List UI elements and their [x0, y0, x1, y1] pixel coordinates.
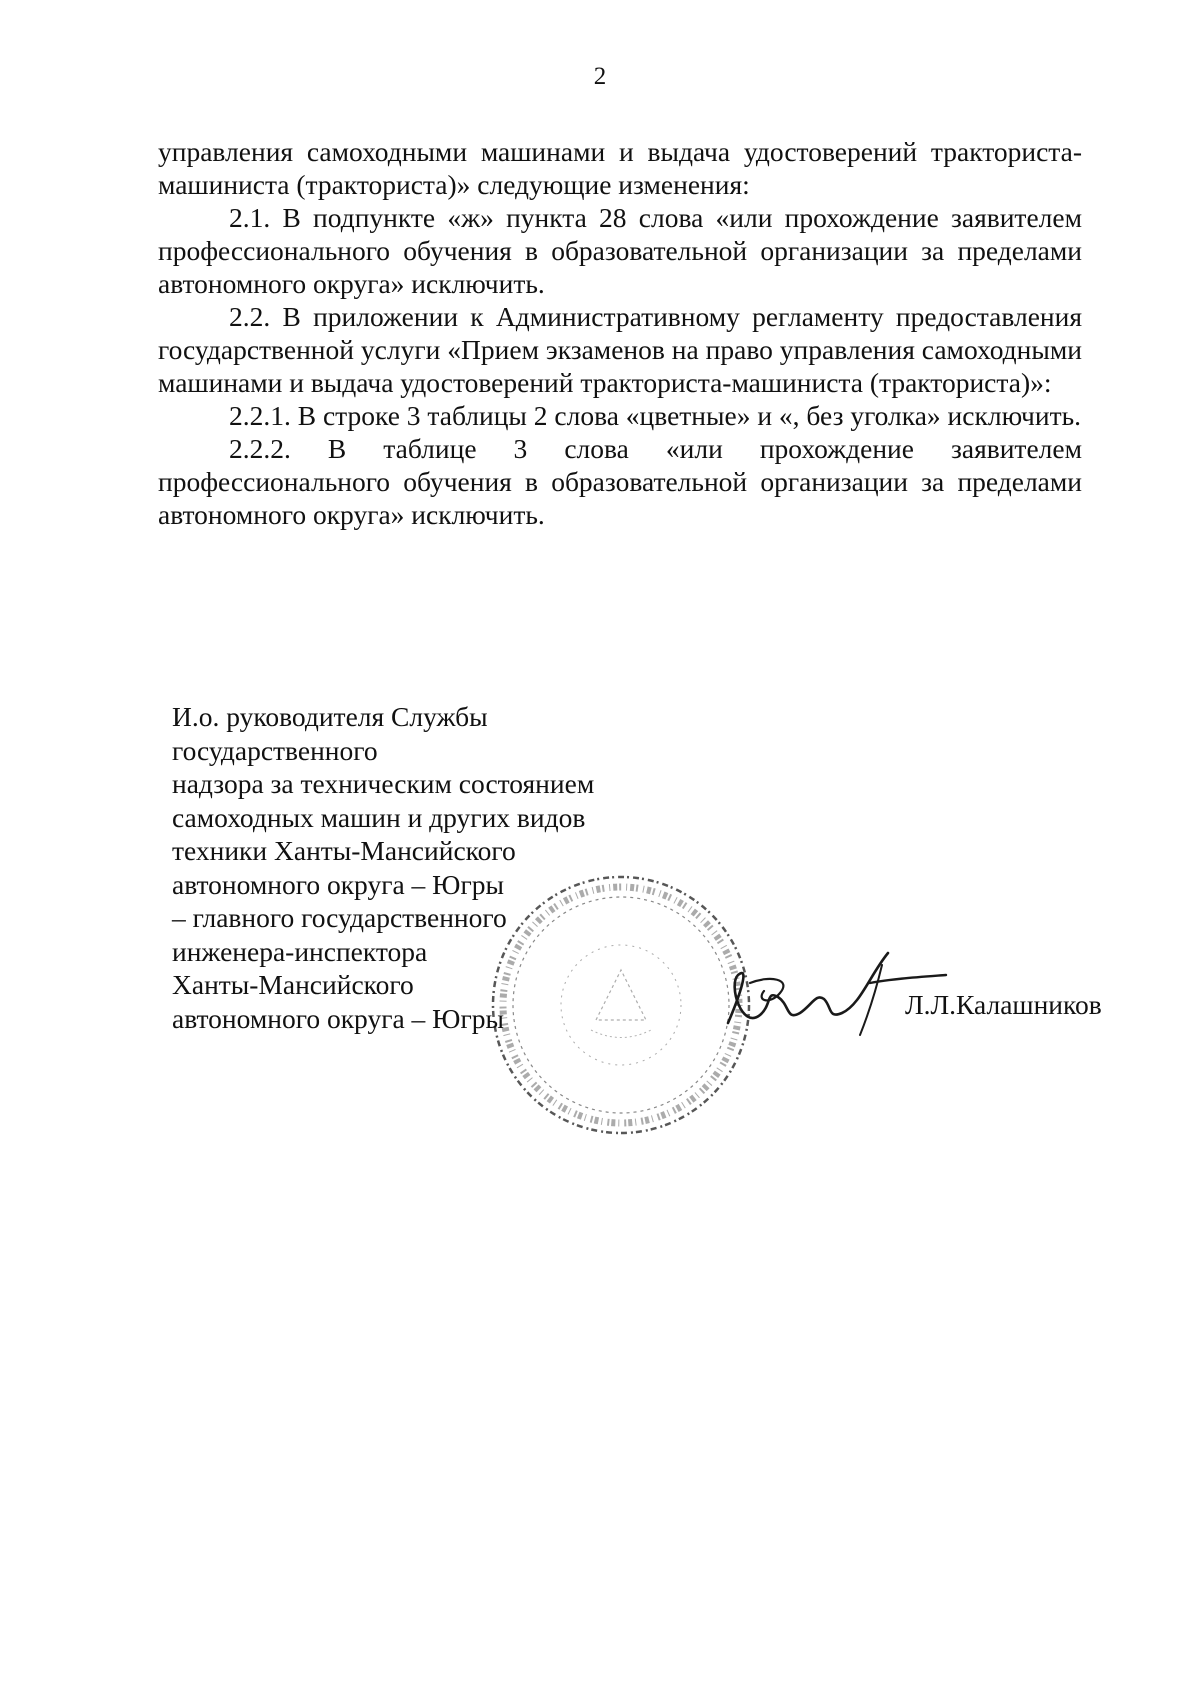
- signature-stroke-descender: [860, 965, 882, 1035]
- signatory-title-line: самоходных машин и других видов: [172, 801, 586, 833]
- paragraph-2-2-1: 2.2.1. В строке 3 таблицы 2 слова «цветные» и «, без уголка» исключить.: [229, 400, 1082, 431]
- signatory-name: Л.Л.Калашников: [905, 989, 1102, 1020]
- signatory-title-line: техники Ханты-Мансийского: [172, 835, 516, 866]
- signatory-title-line: автономного округа – Югры: [172, 868, 504, 900]
- signatory-title-block: [172, 700, 632, 1035]
- signature-stroke-main: [728, 953, 888, 1023]
- page-number: 2: [593, 63, 607, 90]
- document-body: [158, 135, 1082, 531]
- paragraph-2-2-2: 2.2.2. В таблице 3 слова «или прохождение заявителем профессионального обучения в образовательной организации за пределами автономного округа» исключить.: [158, 433, 1082, 530]
- signatory-title-line: государственного: [172, 734, 378, 766]
- paragraph-2-2: 2.2. В приложении к Административному регламенту предоставления государственной услуги «Прием экзаменов на право управления самоходными машинами и выдача удостоверений тракториста-машиниста (тракториста)»:: [158, 301, 1082, 398]
- signatory-title-line: Ханты-Мансийского: [172, 969, 414, 1000]
- signatory-title-line: – главного государственного: [172, 902, 507, 933]
- signatory-title-line: И.о. руководителя Службы: [172, 701, 488, 732]
- paragraph-2-1: 2.1. В подпункте «ж» пункта 28 слова «или прохождение заявителем профессионального обучения в образовательной организации за пределами автономного округа» исключить.: [158, 202, 1082, 299]
- signature-stroke-tail: [870, 975, 946, 983]
- signatory-title-line: автономного округа – Югры: [172, 1002, 504, 1034]
- signatory-title-line: инженера-инспектора: [172, 935, 428, 967]
- signatory-title-line: надзора за техническим состоянием: [172, 768, 595, 799]
- paragraph-continuation: управления самоходными машинами и выдача удостоверений тракториста-машиниста (тракториста)» следующие изменения:: [158, 136, 1082, 200]
